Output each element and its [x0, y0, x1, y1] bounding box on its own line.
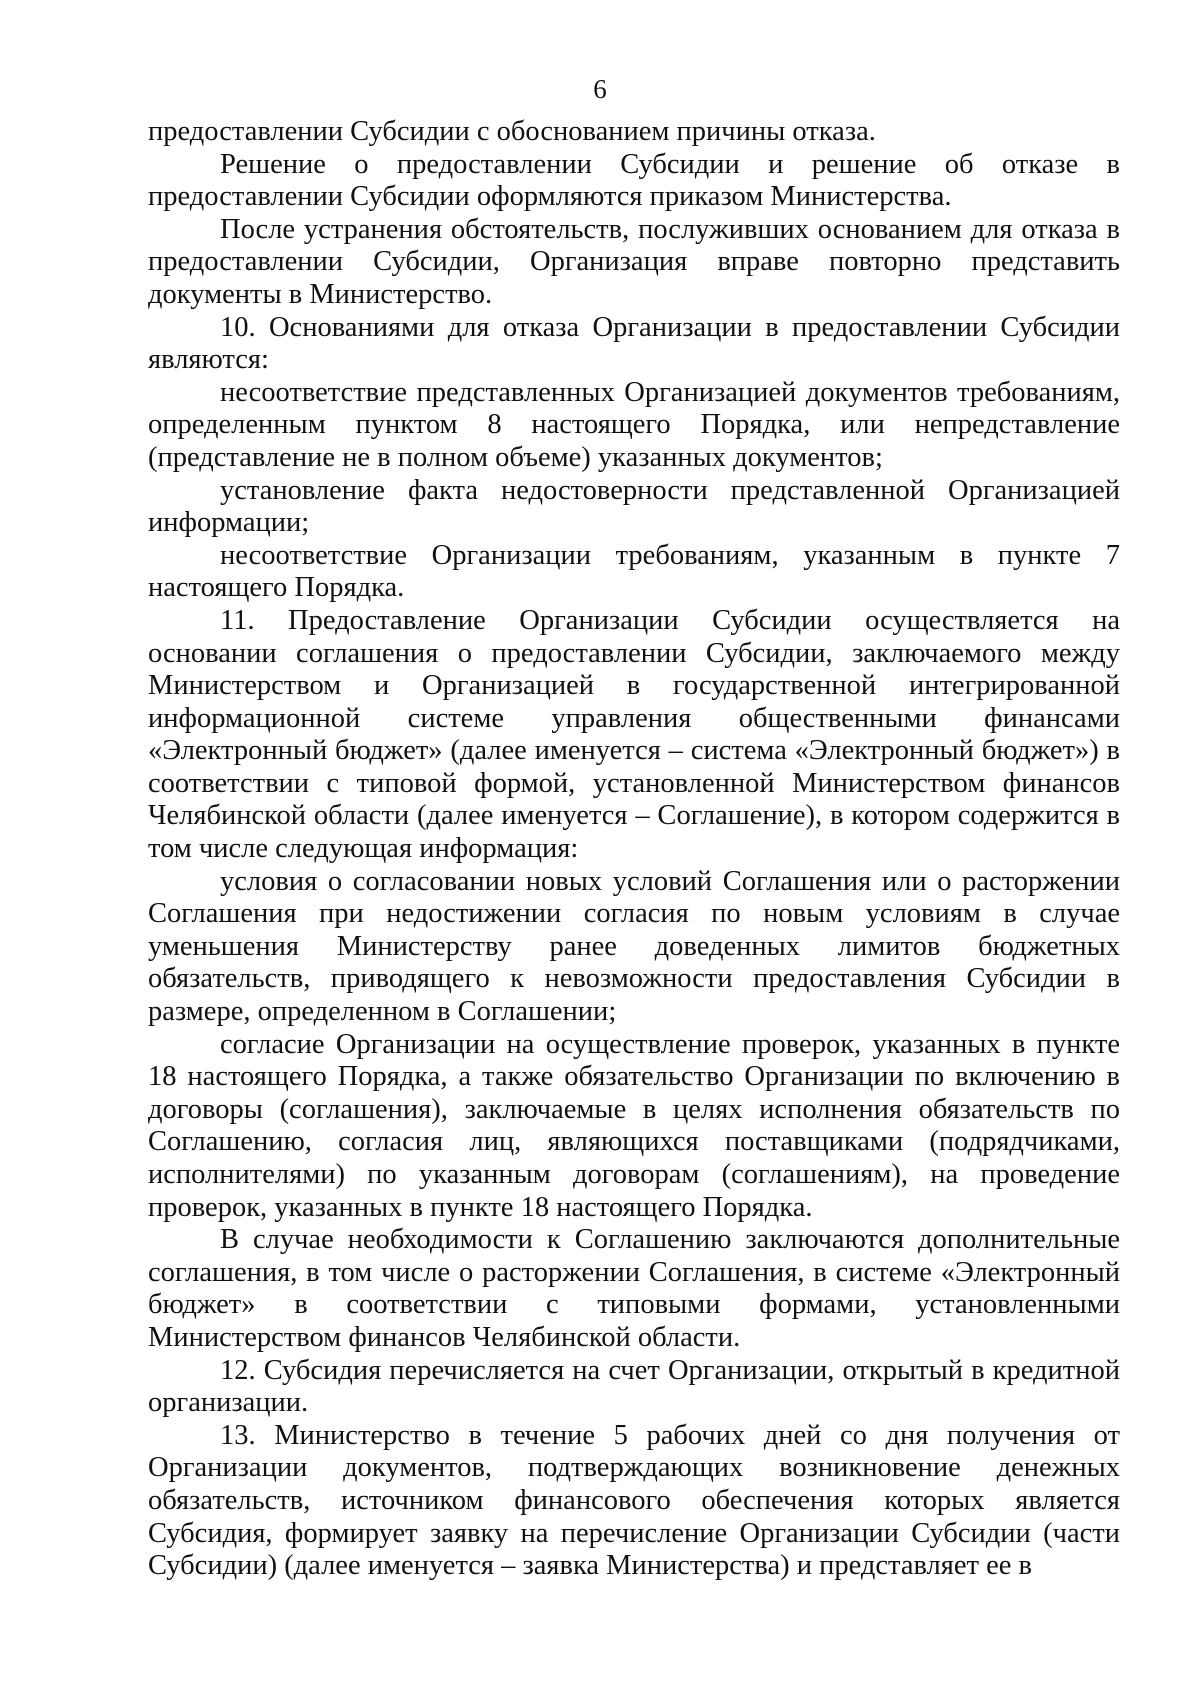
paragraph-decision: Решение о предоставлении Субсидии и решение об отказе в предоставлении Субсидии оформляются приказом Министерства.	[148, 148, 1120, 213]
paragraph-ground-inaccuracy: установление факта недостоверности представленной Организацией информации;	[148, 474, 1120, 539]
paragraph-item-10: 10. Основаниями для отказа Организации в предоставлении Субсидии являются:	[148, 311, 1120, 376]
paragraph-additional-agreements: В случае необходимости к Соглашению заключаются дополнительные соглашения, в том числе о расторжении Соглашения, в системе «Электронный бюджет» в соответствии с типовыми формами, установленными Министерством финансов Челябинской области.	[148, 1224, 1120, 1353]
page-number: 6	[593, 74, 607, 104]
paragraph-ground-documents: несоответствие представленных Организацией документов требованиям, определенным пунктом 8 настоящего Порядка, или непредставление (представление не в полном объеме) указанных документов;	[148, 376, 1120, 473]
document-body	[148, 116, 1120, 1583]
paragraph-item-13: 13. Министерство в течение 5 рабочих дней со дня получения от Организации документов, подтверждающих возникновение денежных обязательств, источником финансового обеспечения которых является Субсидия, формирует заявку на перечисление Организации Субсидии (части Субсидии) (далее именуется – заявка Министерства) и представляет ее в	[148, 1419, 1120, 1582]
paragraph-ground-requirements: несоответствие Организации требованиям, указанным в пункте 7 настоящего Порядка.	[148, 539, 1120, 604]
paragraph-resubmission: После устранения обстоятельств, послуживших основанием для отказа в предоставлении Субсидии, Организация вправе повторно представить документы в Министерство.	[148, 213, 1120, 310]
paragraph-item-12: 12. Субсидия перечисляется на счет Организации, открытый в кредитной организации.	[148, 1354, 1120, 1419]
paragraph-agreement-conditions: условия о согласовании новых условий Соглашения или о расторжении Соглашения при недостижении согласия по новым условиям в случае уменьшения Министерству ранее доведенных лимитов бюджетных обязательств, приводящего к невозможности предоставления Субсидии в размере, определенном в Соглашении;	[148, 865, 1120, 1028]
paragraph-item-11: 11. Предоставление Организации Субсидии осуществляется на основании соглашения о предоставлении Субсидии, заключаемого между Министерством и Организацией в государственной интегрированной информационной системе управления общественными финансами «Электронный бюджет» (далее именуется – система «Электронный бюджет») в соответствии с типовой формой, установленной Министерством финансов Челябинской области (далее именуется – Соглашение), в котором содержится в том числе следующая информация:	[148, 604, 1120, 865]
paragraph-continuation: предоставлении Субсидии с обоснованием причины отказа.	[148, 116, 876, 147]
paragraph-inspections-consent: согласие Организации на осуществление проверок, указанных в пункте 18 настоящего Порядка, а также обязательство Организации по включению в договоры (соглашения), заключаемые в целях исполнения обязательств по Соглашению, согласия лиц, являющихся поставщиками (подрядчиками, исполнителями) по указанным договорам (соглашениям), на проведение проверок, указанных в пункте 18 настоящего Порядка.	[148, 1028, 1120, 1223]
